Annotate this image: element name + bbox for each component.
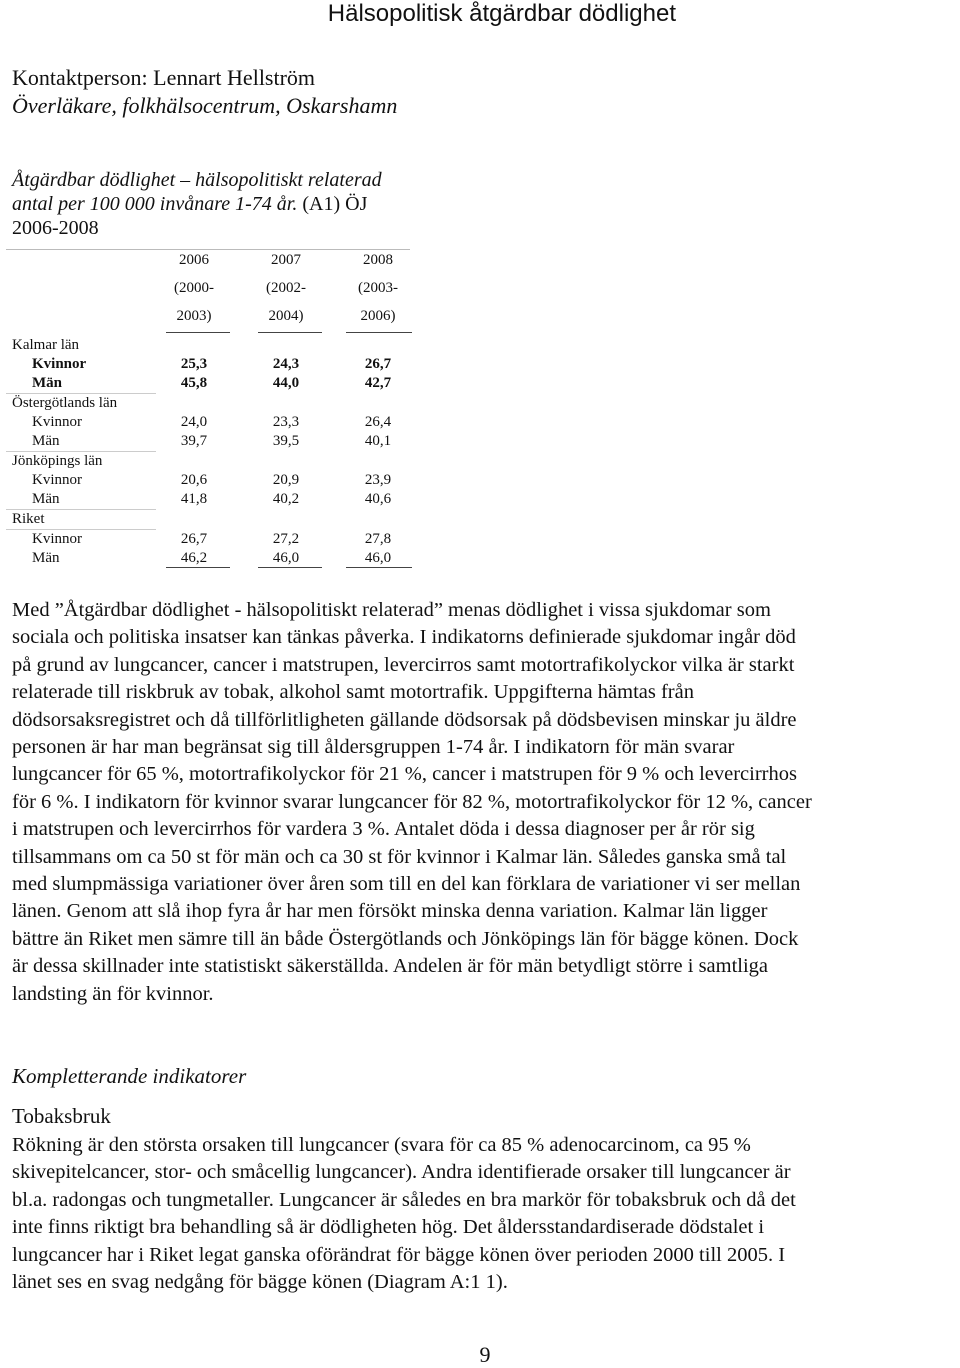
cell-value: 46,0: [272, 550, 300, 566]
table-row: [6, 471, 412, 490]
row-label: Män: [32, 550, 60, 566]
column-year: 2008: [363, 252, 393, 268]
group-label: Riket: [12, 511, 45, 527]
text-line: skivepitelcancer, stor- och småcellig lungcancer). Andra identifierade orsaker till lungcancer är: [12, 1161, 791, 1184]
contact-role: Överläkare, folkhälsocentrum, Oskarshamn: [12, 93, 398, 118]
text-line: bättre än Riket men sämre till än både Östergötlands och Jönköpings län för bägge könen. Dock: [12, 927, 799, 950]
section-heading: Kompletterande indikatorer: [12, 1064, 247, 1088]
body-paragraph-definition: [12, 597, 952, 1008]
table-row: [6, 374, 412, 393]
column-header-2007: [246, 246, 326, 330]
group-label: Kalmar län: [12, 337, 80, 353]
indicator-title-line2: [12, 192, 412, 216]
text-line: bl.a. radongas och tungmetaller. Lungcancer är således en bra markör för tobaksbruk och då det: [12, 1188, 796, 1211]
text-line: med slumpmässiga variationer över åren som till en del kan förklara de variationer vi ser mellan: [12, 873, 801, 896]
body-paragraph-tobacco: [12, 1132, 952, 1296]
indicator-title-line1: Åtgärdbar dödlighet – hälsopolitiskt relaterad: [12, 169, 382, 191]
cell-value: 26,7: [364, 356, 392, 372]
group-label: Östergötlands län: [12, 395, 118, 411]
column-range-start: (2002-: [266, 280, 306, 296]
page-number: 9: [479, 1342, 491, 1367]
cell-value: 40,2: [272, 491, 300, 507]
cell-value: 42,7: [364, 375, 392, 391]
cell-value: 41,8: [180, 491, 208, 507]
table-row: [6, 549, 412, 568]
text-line: är dessa skillnader inte statistiskt säkerställda. Andelen är för män betydligt större i samtliga: [12, 955, 769, 978]
group-row-riket: [6, 510, 412, 529]
text-line: lungcancer har i Riket legat ganska oförändrat för bägge könen över perioden 2000 till 2005. I: [12, 1243, 786, 1266]
cell-value: 25,3: [180, 356, 208, 372]
cell-value: 27,2: [272, 531, 300, 547]
column-bottom-rule: [166, 567, 230, 568]
row-label: Kvinnor: [32, 414, 82, 430]
table-row: [6, 432, 412, 451]
column-year: 2007: [271, 252, 301, 268]
table-header: [6, 246, 412, 336]
column-range-start: (2000-: [174, 280, 214, 296]
cell-value: 27,8: [364, 531, 392, 547]
text-line: tillsammans om ca 50 st för män och ca 30 st för kvinnor i Kalmar län. Således ganska små tal: [12, 845, 787, 868]
cell-value: 40,6: [364, 491, 392, 507]
column-bottom-rule: [346, 567, 412, 568]
text-line: personen är har man begränsat sig till åldersgruppen 1-74 år. I indikatorn för män svarar: [12, 736, 735, 759]
indicator-title-line3: 2006-2008: [12, 217, 99, 239]
group-label: Jönköpings län: [12, 453, 103, 469]
text-line: sociala och politiska insatser kan tänkas påverka. I indikatorns definierade sjukdomar ingår död: [12, 626, 796, 649]
contact-person: Kontaktperson: Lennart Hellström: [12, 65, 316, 90]
subsection-heading: Tobaksbruk: [12, 1104, 111, 1128]
column-range-start: (2003-: [358, 280, 398, 296]
cell-value: 39,5: [272, 433, 300, 449]
cell-value: 39,7: [180, 433, 208, 449]
text-line: i matstrupen och levercirrhos för vardera 3 %. Antalet döda i dessa diagnoser per år rör sig: [12, 818, 755, 841]
row-label: Kvinnor: [32, 531, 82, 547]
column-header-2006: [154, 246, 234, 330]
text-line: landsting än för kvinnor.: [12, 982, 214, 1005]
table-row: [6, 355, 412, 374]
row-label: Män: [32, 491, 60, 507]
cell-value: 44,0: [272, 375, 300, 391]
text-line: lungcancer för 65 %, motortrafikolyckor för 21 %, cancer i matstrupen för 9 % och levercirrhos: [12, 763, 797, 786]
group-row-ostergotland: [6, 394, 412, 413]
text-line: för 6 %. I indikatorn för kvinnor svarar lungcancer för 82 %, motortrafikolyckor för 12 %, cancer: [12, 790, 812, 813]
cell-value: 46,0: [364, 550, 392, 566]
group-row-jonkoping: [6, 452, 412, 471]
column-header-2008: [338, 246, 418, 330]
cell-value: 20,9: [272, 472, 300, 488]
text-line: relaterade till riskbruk av tobak, alkohol samt motortrafik. Uppgifterna hämtas från: [12, 681, 694, 704]
text-line: inte finns riktigt bra behandling så är dödligheten hög. Det åldersstandardiserade dödstalet i: [12, 1216, 765, 1239]
table-row: [6, 490, 412, 509]
column-range-end: 2006): [360, 308, 396, 324]
cell-value: 24,3: [272, 356, 300, 372]
cell-value: 46,2: [180, 550, 208, 566]
group-row-kalmar: [6, 336, 412, 355]
text-line: länen. Genom att slå ihop fyra år har men försökt minska denna variation. Kalmar län ligger: [12, 900, 768, 923]
table-row: [6, 413, 412, 432]
text-line: på grund av lungcancer, cancer i matstrupen, levercirros samt motortrafikolyckor vilka är starkt: [12, 653, 795, 676]
row-label: Män: [32, 433, 60, 449]
column-bottom-rule: [258, 567, 322, 568]
cell-value: 20,6: [180, 472, 208, 488]
row-label: Kvinnor: [32, 356, 87, 372]
column-underline: [166, 332, 230, 333]
cell-value: 26,4: [364, 414, 392, 430]
row-label: Män: [32, 375, 62, 391]
header-title: Hälsopolitisk åtgärdbar dödlighet: [327, 0, 676, 27]
column-underline: [346, 332, 412, 333]
column-range-end: 2003): [176, 308, 212, 324]
indicator-title-line2-rest: (A1) ÖJ: [297, 193, 368, 215]
indicator-title-line2-italic: antal per 100 000 invånare 1-74 år.: [12, 193, 298, 215]
table-row: [6, 530, 412, 549]
contact-block: [12, 64, 397, 120]
text-line: Med ”Åtgärdbar dödlighet - hälsopolitiskt relaterad” menas dödlighet i vissa sjukdomar som: [12, 599, 771, 621]
cell-value: 24,0: [180, 414, 208, 430]
cell-value: 40,1: [364, 433, 392, 449]
row-label: Kvinnor: [32, 472, 82, 488]
cell-value: 23,3: [272, 414, 300, 430]
text-line: länet ses en svag nedgång för bägge könen (Diagram A:1 1).: [12, 1271, 508, 1294]
cell-value: 23,9: [364, 472, 392, 488]
column-range-end: 2004): [268, 308, 304, 324]
column-year: 2006: [179, 252, 209, 268]
text-line: Rökning är den största orsaken till lungcancer (svara för ca 85 % adenocarcinom, ca 95 %: [12, 1134, 751, 1156]
cell-value: 45,8: [180, 375, 208, 391]
column-underline: [258, 332, 322, 333]
cell-value: 26,7: [180, 531, 208, 547]
indicator-title: [12, 168, 412, 240]
text-line: dödsorsaksregistret och då tillförlitligheten gällande dödsorsak på dödsbevisen minskar ju äldre: [12, 708, 797, 731]
